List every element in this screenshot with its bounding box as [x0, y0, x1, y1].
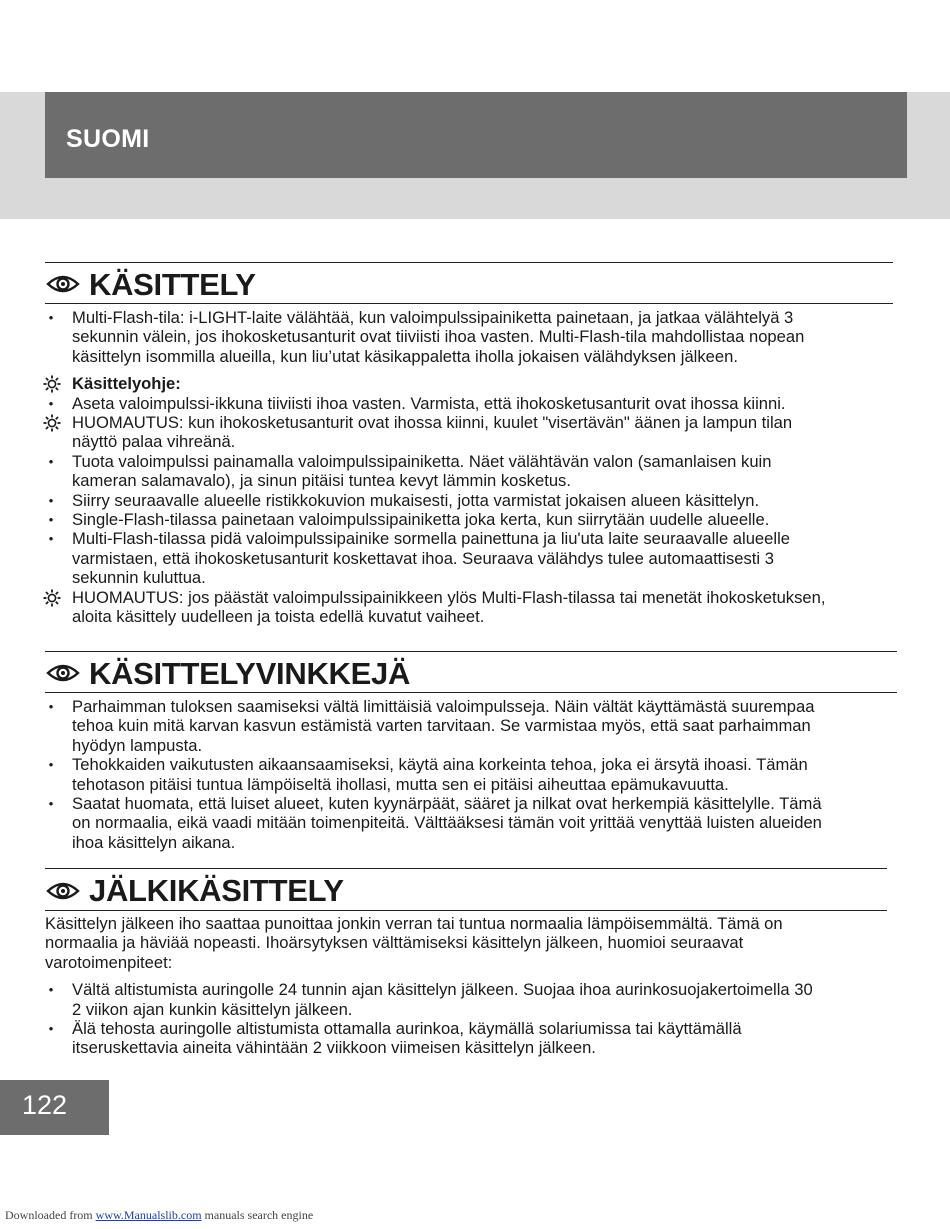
section-kasittely — [45, 262, 893, 627]
tips-list: • Parhaimman tuloksen saamiseksi vältä limittäisiä valoimpulsseja. Näin vältät käyttämästä suurempaa tehoa kuin mitä karvan kasvun estämistä varten tarvitaan. Se varmistaa myös, että saat parhaimman hyödyn lampusta. • Tehokkaiden vaikutusten aikaansaamiseksi, käytä aina korkeinta tehoa, joka ei ärsytä ihoasi. Tämän tehotason pitäisi tuntua lämpöiseltä ihollasi, mutta sen ei pitäisi aiheuttaa epämukavuutta. • Saatat huomata, että luiset alueet, kuten kyynärpäät, sääret ja nilkat ovat herkempiä käsittelylle. Tämä on normaalia, eikä vaadi mitään toimenpiteitä. Välttääksesi tämän voit yrittää venyttää luisten alueiden ihoa käsittelyn aikana. — [45, 697, 897, 852]
bullet-dot: • — [48, 492, 54, 508]
text-line: Multi-Flash-tila: i-LIGHT-laite välähtää, kun valoimpulssipainiketta painetaan, ja jatkaa välähtelyä 3 — [72, 308, 794, 327]
bullet-dot: • — [48, 699, 54, 714]
bullet-dot: • — [48, 757, 54, 773]
section-vinkit — [45, 651, 897, 852]
aftercare-intro — [45, 914, 887, 972]
section-title: KÄSITTELYVINKKEJÄ — [89, 655, 411, 691]
list-item: HUOMAUTUS: jos päästät valoimpulssipainikkeen ylös Multi-Flash-tilassa tai menetät ihokosketuksen, — [72, 588, 893, 607]
download-footer — [5, 1208, 313, 1223]
bullet-dot: • — [48, 531, 54, 547]
bullet-dot: • — [48, 796, 54, 812]
list-item: • Multi-Flash-tilassa pidä valoimpulssipainike sormella painettuna ja liu'uta laite seuraavalle alueelle — [72, 529, 893, 548]
list-item: • Tehokkaiden vaikutusten aikaansaamiseksi, käytä aina korkeinta tehoa, joka ei ärsytä ihoasi. Tämän — [72, 755, 897, 774]
text-line: varotoimenpiteet: — [45, 952, 173, 972]
bullet-dot: • — [48, 982, 54, 998]
list-item: • Aseta valoimpulssi-ikkuna tiiviisti ihoa vasten. Varmista, että ihokosketusanturit ovat ihossa kiinni. — [72, 394, 893, 413]
bullet-dot: • — [48, 453, 54, 469]
section-title: JÄLKIKÄSITTELY — [89, 873, 344, 908]
footer-prefix: Downloaded from — [5, 1208, 96, 1222]
section-heading — [45, 651, 897, 693]
section-jalki — [45, 868, 887, 1058]
language-bar — [45, 92, 907, 178]
page-number: 122 — [22, 1090, 68, 1120]
language-label: SUOMI — [66, 125, 150, 153]
text-line: käsittelyn isommilla alueilla, kun liu’utat käsikappaletta iholla jokaisen välähdyksen jälkeen. — [72, 346, 738, 366]
text-line: Käsittelyn jälkeen iho saattaa punoittaa jonkin verran tai tuntua normaalia lämpöisemmältä. Tämä on — [45, 914, 783, 933]
intro-bullet — [45, 308, 893, 366]
text-line: sekunnin välein, jos ihokosketusanturit ovat tiiviisti ihoa vasten. Multi-Flash-tila mahdollistaa nopean — [72, 327, 805, 347]
bullet-dot: • — [48, 512, 54, 528]
eye-icon — [46, 880, 80, 902]
list-item: • Saatat huomata, että luiset alueet, kuten kyynärpäät, sääret ja nilkat ovat herkempiä käsittelylle. Tämä — [72, 794, 897, 813]
guide-label: Käsittelyohje: — [72, 374, 181, 394]
list-item: • Parhaimman tuloksen saamiseksi vältä limittäisiä valoimpulsseja. Näin vältät käyttämästä suurempaa — [72, 697, 897, 716]
section-heading — [45, 262, 893, 304]
bullet-dot: • — [48, 310, 54, 325]
sun-icon — [43, 414, 61, 432]
page-number-box — [0, 1080, 109, 1135]
sun-icon — [43, 375, 61, 393]
guide-list: Käsittelyohje: • Aseta valoimpulssi-ikkuna tiiviisti ihoa vasten. Varmista, että ihokosketusanturit ovat ihossa kiinni. HUOMAUTUS: kun ihokosketusanturit ovat ihossa kiinni, kuulet "visertävän" äänen ja lampun tilan näyttö palaa vihreänä. • Tuota valoimpulssi painamalla valoimpulssipainiketta. Näet välähtävän valon (samanlaisen kuin kameran salamavalo), ja sinun pitäisi tuntea kevyt lämmin kosketus. • Siirry seuraavalle alueelle ristikkokuvion mukaisesti, jotta varmistat jokaisen alueen käsittelyn. • Single-Flash-tilassa painetaan valoimpulssipainiketta joka kerta, kun siirrytään uudelle alueelle. • Multi-Flash-tilassa pidä valoimpulssipainike sormella painettuna ja liu'uta laite seuraavalle alueelle varmistaen, että ihokosketusanturit koskettavat ihoa. Seuraava välähdys tulee automaattisesti 3 sekunnin kuluttua. HUOMAUTUS: jos päästät valoimpulssipainikkeen ylös Multi-Flash-tilassa tai menetät ihokosketuksen, aloita käsittely uudelleen ja toista edellä kuvatut vaiheet. — [45, 374, 893, 626]
aftercare-list: • Vältä altistumista auringolle 24 tunnin ajan käsittelyn jälkeen. Suojaa ihoa aurinkosuojakertoimella 30 2 viikon ajan kunkin käsittelyn jälkeen. • Älä tehosta auringolle altistumista ottamalla aurinkoa, käymällä solariumissa tai käyttämällä itseruskettavia aineita vähintään 2 viikkoon viimeisen käsittelyn jälkeen. — [45, 980, 887, 1058]
manualslib-link[interactable]: www.Manualslib.com — [95, 1208, 202, 1222]
sun-icon — [43, 589, 61, 607]
bullet-dot: • — [48, 1021, 54, 1037]
list-item: • Vältä altistumista auringolle 24 tunnin ajan käsittelyn jälkeen. Suojaa ihoa aurinkosuojakertoimella 30 — [72, 980, 887, 999]
list-item: • Älä tehosta auringolle altistumista ottamalla aurinkoa, käymällä solariumissa tai käyttämällä — [72, 1019, 887, 1038]
list-item: • Single-Flash-tilassa painetaan valoimpulssipainiketta joka kerta, kun siirrytään uudelle alueelle. — [72, 510, 893, 529]
eye-icon — [46, 273, 80, 295]
list-item: • Tuota valoimpulssi painamalla valoimpulssipainiketta. Näet välähtävän valon (samanlaisen kuin — [72, 452, 893, 471]
section-heading — [45, 868, 887, 911]
eye-icon — [46, 662, 80, 684]
section-title: KÄSITTELY — [89, 266, 256, 302]
list-item: HUOMAUTUS: kun ihokosketusanturit ovat ihossa kiinni, kuulet "visertävän" äänen ja lampun tilan — [72, 413, 893, 432]
text-line: normaalia ja häviää nopeasti. Ihoärsytyksen välttämiseksi käsittelyn jälkeen, huomioi seuraavat — [45, 933, 744, 953]
list-item: • Siirry seuraavalle alueelle ristikkokuvion mukaisesti, jotta varmistat jokaisen alueen käsittelyn. — [72, 491, 893, 510]
bullet-dot: • — [48, 395, 54, 411]
footer-suffix: manuals search engine — [201, 1208, 314, 1222]
